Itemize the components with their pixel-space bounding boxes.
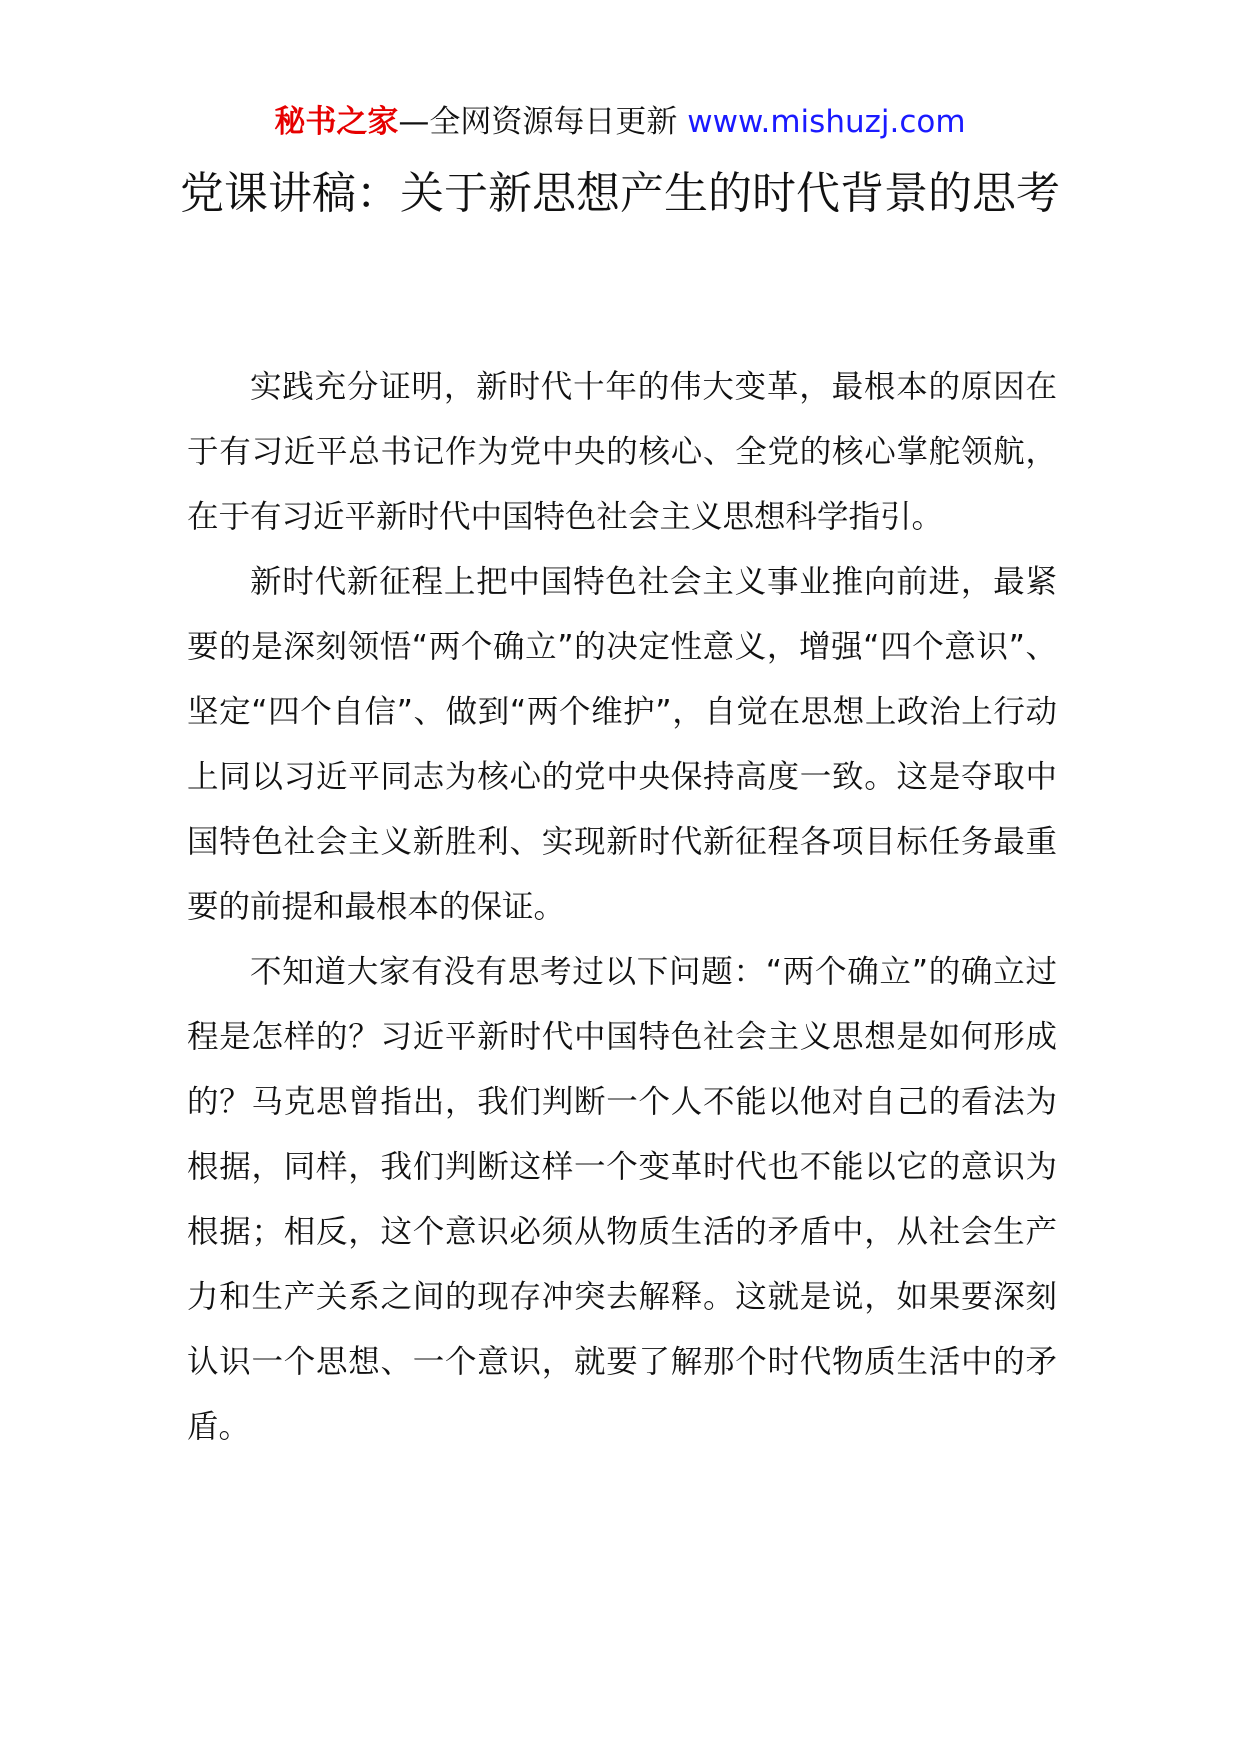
site-url[interactable]: www.mishuzj.com xyxy=(687,104,966,140)
site-header xyxy=(0,100,1240,144)
paragraph: 新时代新征程上把中国特色社会主义事业推向前进，最紧要的是深刻领悟“两个确立”的决定性意义，增强“四个意识”、坚定“四个自信”、做到“两个维护”，自觉在思想上政治上行动上同以习近平同志为核心的党中央保持高度一致。这是夺取中国特色社会主义新胜利、实现新时代新征程各项目标任务最重要的前提和最根本的保证。 xyxy=(187,564,1057,925)
brand-name: 秘书之家 xyxy=(274,104,399,140)
header-tagline: —全网资源每日更新 xyxy=(398,104,678,140)
document-title: 党课讲稿：关于新思想产生的时代背景的思考 xyxy=(180,168,1060,219)
paragraph: 不知道大家有没有思考过以下问题：“两个确立”的确立过程是怎样的？习近平新时代中国特色社会主义思想是如何形成的？马克思曾指出，我们判断一个人不能以他对自己的看法为根据，同样，我们判断这样一个变革时代也不能以它的意识为根据；相反，这个意识必须从物质生活的矛盾中，从社会生产力和生产关系之间的现存冲突去解释。这就是说，如果要深刻认识一个思想、一个意识，就要了解那个时代物质生活中的矛盾。 xyxy=(187,954,1057,1445)
paragraph: 实践充分证明，新时代十年的伟大变革，最根本的原因在于有习近平总书记作为党中央的核心、全党的核心掌舵领航，在于有习近平新时代中国特色社会主义思想科学指引。 xyxy=(187,369,1057,535)
document-body xyxy=(187,355,1057,1460)
